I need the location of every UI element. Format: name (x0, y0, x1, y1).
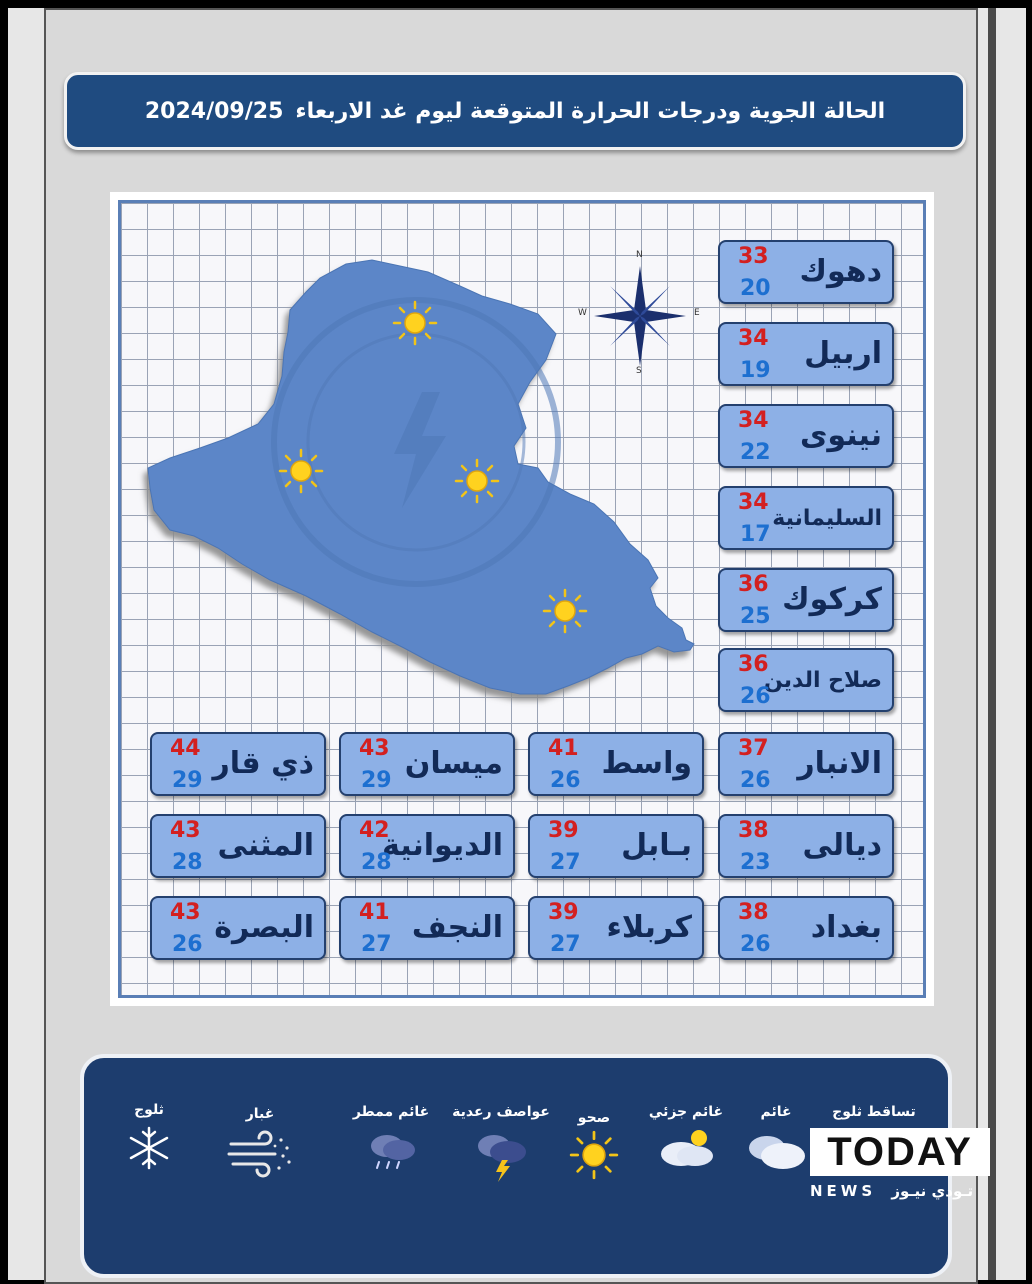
city-name: الديوانية (382, 828, 503, 863)
min-temp: 27 (550, 850, 581, 875)
city-box-najaf (339, 896, 515, 960)
snowflake-icon (125, 1124, 173, 1172)
max-temp: 36 (738, 652, 769, 677)
city-box-karbala (528, 896, 704, 960)
max-temp: 42 (359, 818, 390, 843)
min-temp: 28 (361, 850, 392, 875)
max-temp: 43 (170, 900, 201, 925)
max-temp: 37 (738, 736, 769, 761)
min-temp: 26 (740, 684, 771, 709)
legend-label: غائم ممطر (352, 1104, 430, 1120)
title-date: 2024/09/25 (144, 98, 284, 124)
sun-icon (569, 1130, 619, 1180)
min-temp: 19 (740, 358, 771, 383)
city-name: صلاح الدين (763, 668, 882, 693)
city-box-wasit (528, 732, 704, 796)
city-box-maysan (339, 732, 515, 796)
legend-cloudy (736, 1104, 816, 1178)
city-name: كربلاء (606, 910, 692, 945)
legend-clear (564, 1110, 624, 1184)
city-name: النجف (411, 910, 503, 945)
min-temp: 28 (172, 850, 203, 875)
city-box-kirkuk (718, 568, 894, 632)
max-temp: 41 (548, 736, 579, 761)
thunderstorm-icon (468, 1126, 534, 1182)
legend-label: عواصف رعدية (452, 1104, 550, 1120)
max-temp: 39 (548, 818, 579, 843)
max-temp: 39 (548, 900, 579, 925)
legend-label: غائم (760, 1104, 792, 1120)
city-name: الانبار (797, 746, 882, 781)
min-temp: 29 (361, 768, 392, 793)
max-temp: 34 (738, 408, 769, 433)
compass-south: S (636, 366, 642, 376)
city-box-baghdad (718, 896, 894, 960)
city-name: واسط (601, 746, 692, 781)
legend-label: غائم جزئي (648, 1104, 724, 1120)
compass-west: W (578, 308, 587, 318)
min-temp: 27 (361, 932, 392, 957)
max-temp: 43 (170, 818, 201, 843)
city-box-duhok (718, 240, 894, 304)
compass-north: N (636, 250, 643, 260)
legend-thunderstorms (446, 1104, 556, 1186)
max-temp: 34 (738, 326, 769, 351)
city-box-nineveh (718, 404, 894, 468)
city-box-erbil (718, 322, 894, 386)
city-box-dhiqar (150, 732, 326, 796)
min-temp: 23 (740, 850, 771, 875)
cloud-icon (741, 1126, 811, 1174)
map-panel (110, 192, 934, 1006)
sun-icon (454, 458, 500, 504)
city-name: نينوى (799, 418, 882, 453)
title-text: الحالة الجوية ودرجات الحرارة المتوقعة ليوم غد الاربعاء (295, 98, 886, 124)
city-name: السليمانية (772, 506, 882, 531)
legend-label: صحو (577, 1110, 611, 1126)
city-box-diyala (718, 814, 894, 878)
city-name: المثنى (217, 828, 314, 863)
today-news-logo (810, 1128, 990, 1202)
max-temp: 34 (738, 490, 769, 515)
legend-snowfall (824, 1104, 924, 1120)
max-temp: 43 (359, 736, 390, 761)
city-box-basra (150, 896, 326, 960)
legend-rainy (346, 1104, 436, 1180)
city-name: ذي قار (212, 746, 314, 781)
logo-brand: TODAY (810, 1128, 990, 1176)
legend-snow (114, 1102, 184, 1176)
max-temp: 36 (738, 572, 769, 597)
dust-icon (225, 1128, 295, 1178)
min-temp: 27 (550, 932, 581, 957)
city-box-anbar (718, 732, 894, 796)
right-frame-edge (988, 8, 996, 1280)
legend-dust (220, 1106, 300, 1182)
min-temp: 17 (740, 522, 771, 547)
min-temp: 29 (172, 768, 203, 793)
min-temp: 26 (740, 932, 771, 957)
city-name: البصرة (214, 910, 314, 945)
partly-cloudy-icon (653, 1126, 719, 1170)
logo-subtitle (810, 1182, 990, 1200)
legend-label: غبار (245, 1106, 275, 1122)
city-name: ميسان (404, 746, 503, 781)
max-temp: 41 (359, 900, 390, 925)
logo-news-ar: تـودي نيـوز (891, 1182, 974, 1200)
page-title (64, 72, 966, 150)
legend-partly-cloudy (646, 1104, 726, 1174)
sun-icon (392, 300, 438, 346)
max-temp: 38 (738, 818, 769, 843)
legend-label: تساقط ثلوج (832, 1104, 916, 1120)
city-box-diwaniyah (339, 814, 515, 878)
min-temp: 25 (740, 604, 771, 629)
sun-icon (278, 448, 324, 494)
city-name: بغداد (810, 910, 882, 945)
min-temp: 26 (740, 768, 771, 793)
max-temp: 33 (738, 244, 769, 269)
min-temp: 22 (740, 440, 771, 465)
city-name: بـابل (621, 828, 692, 863)
city-name: كركوك (782, 582, 882, 617)
min-temp: 26 (550, 768, 581, 793)
legend-label: ثلوج (134, 1102, 164, 1118)
compass-rose (578, 250, 700, 376)
city-box-babil (528, 814, 704, 878)
logo-news-en: NEWS (810, 1182, 877, 1200)
rain-cloud-icon (361, 1126, 421, 1176)
sun-icon (542, 588, 588, 634)
city-box-sulaymaniyah (718, 486, 894, 550)
min-temp: 26 (172, 932, 203, 957)
max-temp: 44 (170, 736, 201, 761)
city-name: اربيل (804, 336, 882, 371)
compass-icon (580, 256, 700, 376)
city-name: دهوك (799, 254, 882, 289)
min-temp: 20 (740, 276, 771, 301)
compass-east: E (694, 308, 700, 318)
city-name: ديالى (802, 828, 882, 863)
city-box-muthanna (150, 814, 326, 878)
max-temp: 38 (738, 900, 769, 925)
city-box-salahaddin (718, 648, 894, 712)
